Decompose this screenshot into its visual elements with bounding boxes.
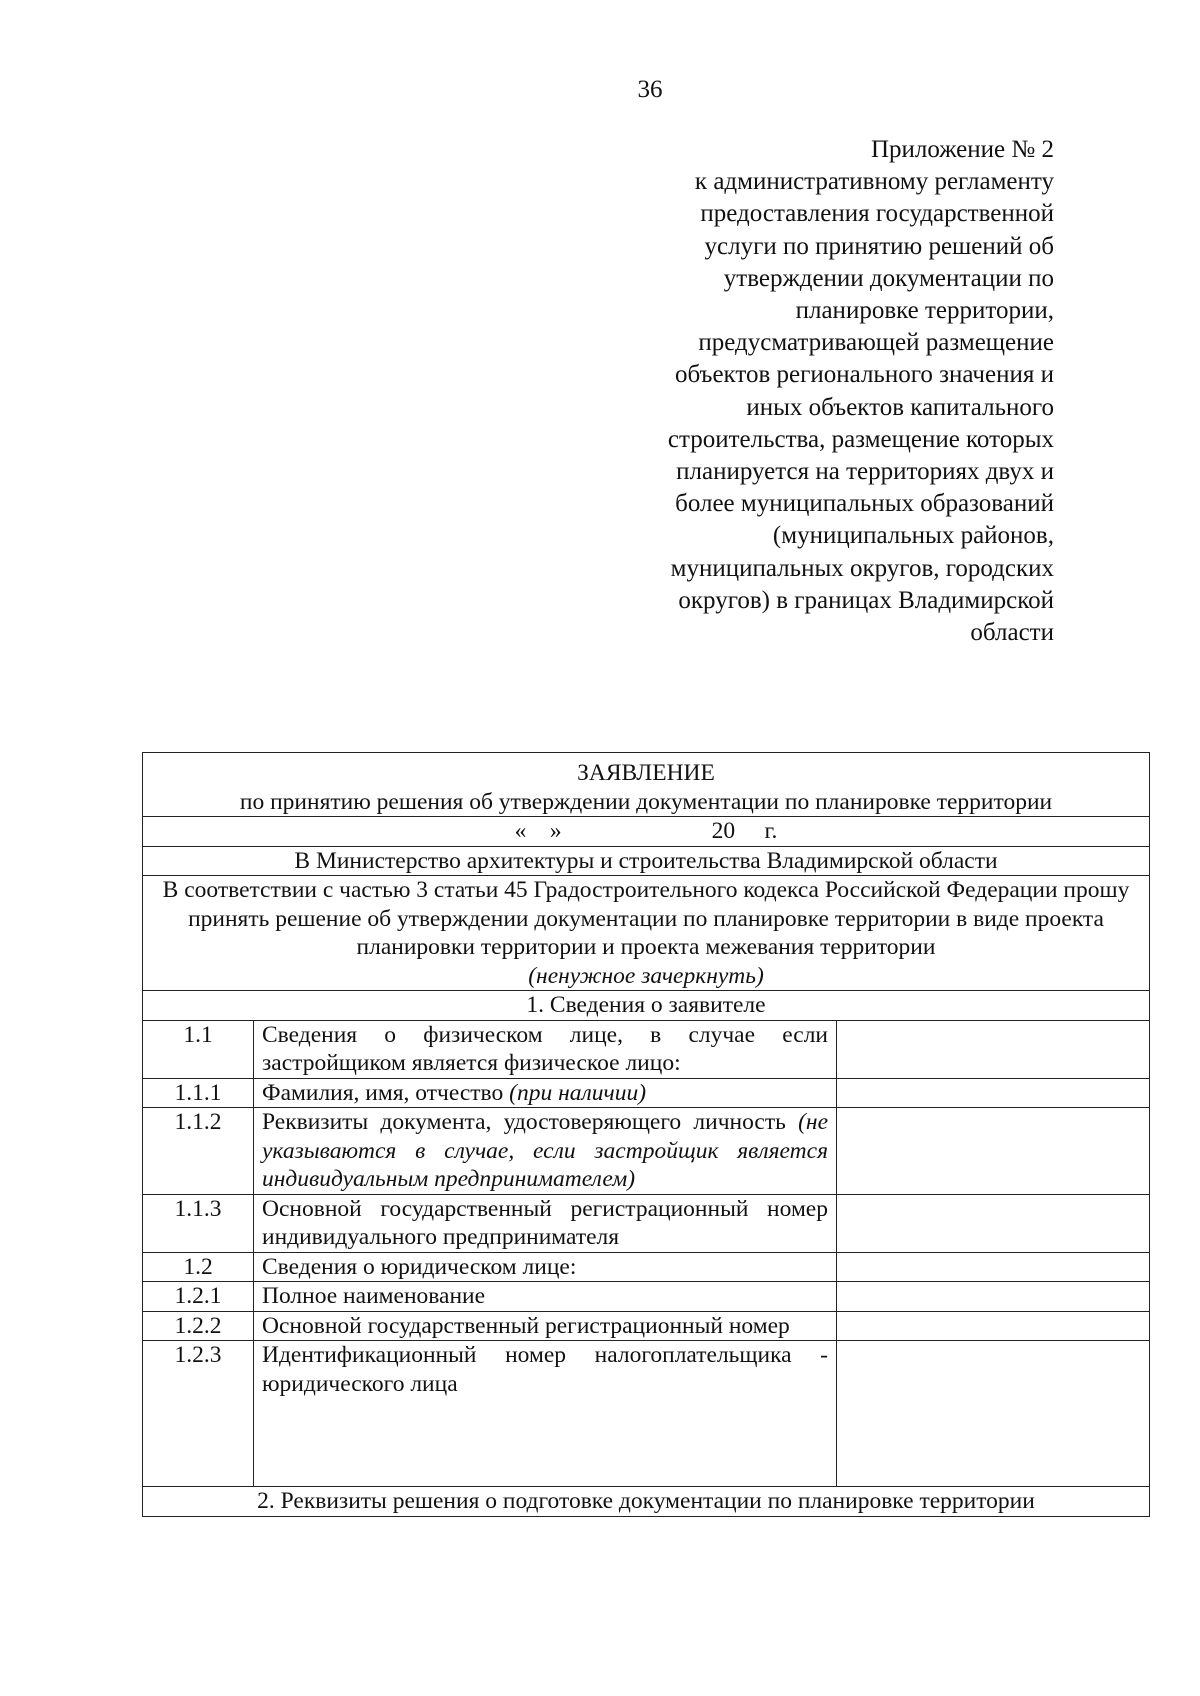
appendix-line: области [970, 619, 1054, 647]
appendix-line: строительства, размещение которых [667, 425, 1054, 453]
row-label: Основной государственный регистрационный номер [254, 1311, 837, 1341]
table-row [143, 1108, 1150, 1195]
row-note: (при наличии) [509, 1079, 647, 1106]
appendix-line: (муниципальных районов, [772, 522, 1054, 550]
appendix-line: предоставления государственной [700, 200, 1054, 228]
row-label: Полное наименование [254, 1282, 837, 1312]
request-note: (ненужное зачеркнуть) [528, 962, 764, 989]
addressee-row [143, 846, 1150, 876]
row-value-field[interactable] [837, 1108, 1150, 1195]
table-row [143, 1194, 1150, 1252]
appendix-line: планировке территории, [795, 297, 1054, 325]
appendix-line: планируется на территориях двух и [676, 458, 1054, 486]
date-row [143, 817, 1150, 847]
section1-title: 1. Сведения о заявителе [143, 991, 1150, 1021]
table-row [143, 1078, 1150, 1108]
row-value-field[interactable] [837, 1311, 1150, 1341]
row-label: Сведения о физическом лице, в случае если застройщиком является физическое лицо: [254, 1020, 837, 1078]
form-subtitle: по принятию решения об утверждении документации по планировке территории [239, 788, 1053, 815]
row-number: 1.1.2 [143, 1108, 254, 1195]
appendix-line: услуги по принятию решений об [704, 232, 1054, 260]
row-note: (не указываются в случае, если застройщик является индивидуальным предпринимателем) [262, 1109, 829, 1192]
row-label: Реквизиты документа, удостоверяющего личность (не указываются в случае, если застройщик является индивидуальным предпринимателем) [254, 1108, 837, 1195]
table-row [143, 1020, 1150, 1078]
row-value-field[interactable] [837, 1341, 1150, 1487]
row-number: 1.1.1 [143, 1078, 254, 1108]
appendix-line: иных объектов капитального [746, 393, 1054, 421]
request-cell [143, 876, 1150, 991]
date-close-quote: » [549, 818, 562, 844]
table-row [143, 1341, 1150, 1487]
date-open-quote: « [514, 818, 527, 844]
row-value-field[interactable] [837, 1252, 1150, 1282]
form-header-row [143, 753, 1150, 817]
date-cell [143, 817, 1150, 847]
row-number: 1.2.1 [143, 1282, 254, 1312]
section2-title: 2. Реквизиты решения о подготовке документации по планировке территории [143, 1487, 1150, 1517]
row-number: 1.2.3 [143, 1341, 254, 1487]
appendix-line: предусматривающей размещение [698, 329, 1054, 357]
request-text: В соответствии с частью 3 статьи 45 Градостроительного кодекса Российской Федерации прошу принять решение об утверждении документации по планировке территории в виде проекта планировки территории и проекта межевания территории [162, 877, 1130, 960]
row-label: Идентификационный номер налогоплательщика - юридического лица [254, 1341, 837, 1487]
request-row [143, 876, 1150, 991]
table-row [143, 1311, 1150, 1341]
date-suffix: г. [764, 818, 778, 844]
row-value-field[interactable] [837, 1194, 1150, 1252]
row-label: Основной государственный регистрационный номер индивидуального предпринимателя [254, 1194, 837, 1252]
table-row [143, 1252, 1150, 1282]
row-number: 1.2 [143, 1252, 254, 1282]
row-label: Сведения о юридическом лице: [254, 1252, 837, 1282]
page-number: 36 [637, 76, 663, 103]
form-title: ЗАЯВЛЕНИЕ [577, 760, 715, 786]
appendix-line: утверждении документации по [723, 264, 1054, 292]
appendix-line: округов) в границах Владимирской [678, 586, 1054, 614]
row-number: 1.2.2 [143, 1311, 254, 1341]
appendix-line: объектов регионального значения и [674, 361, 1054, 389]
date-year: 20 [711, 818, 736, 844]
row-value-field[interactable] [837, 1282, 1150, 1312]
row-number: 1.1 [143, 1020, 254, 1078]
appendix-line: муниципальных округов, городских [670, 554, 1054, 582]
application-form-table [142, 752, 1150, 1517]
row-label: Фамилия, имя, отчество (при наличии) [254, 1078, 837, 1108]
section-title-row [143, 991, 1150, 1021]
form-header-cell [143, 753, 1150, 817]
table-row [143, 1282, 1150, 1312]
appendix-line: Приложение № 2 [870, 136, 1054, 163]
row-value-field[interactable] [837, 1020, 1150, 1078]
section-title-row [143, 1487, 1150, 1517]
appendix-line: более муниципальных образований [675, 490, 1054, 518]
row-number: 1.1.3 [143, 1194, 254, 1252]
addressee-cell: В Министерство архитектуры и строительства Владимирской области [143, 846, 1150, 876]
appendix-header [594, 134, 1054, 649]
appendix-line: к административному регламенту [694, 168, 1054, 196]
row-value-field[interactable] [837, 1078, 1150, 1108]
